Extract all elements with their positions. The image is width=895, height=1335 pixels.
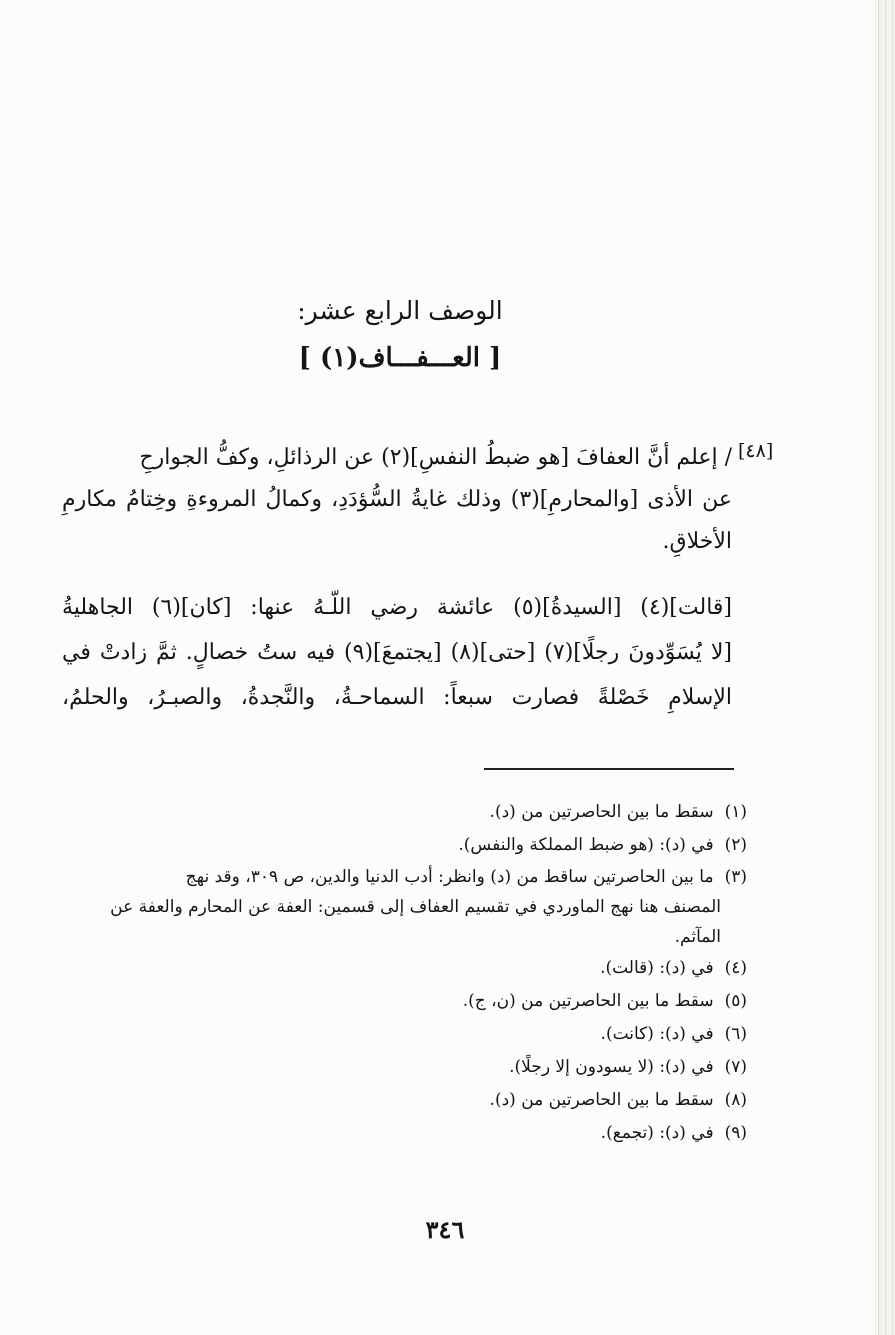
footnote-text: في (د): (تجمع). xyxy=(600,1123,714,1143)
footnote-number: (٢) xyxy=(724,835,747,855)
footnote-text: سقط ما بين الحاصرتين من (ن، ج). xyxy=(462,991,714,1011)
footnote-number: (١) xyxy=(724,802,747,822)
footnote xyxy=(62,1018,747,1051)
footnote-text: في (د): (كانت). xyxy=(600,1024,714,1044)
footnote-number: (٨) xyxy=(724,1090,747,1110)
footnote-number: (٥) xyxy=(724,991,747,1011)
paragraph-2 xyxy=(62,585,732,720)
footnote-text: في (د): (هو ضبط المملكة والنفس). xyxy=(458,835,714,855)
section-marker: [٤٨] xyxy=(738,440,774,462)
paragraph-line: عن الأذى [والمحارمِ](٣) وذلك غايةُ السُّؤدَدِ، وكمالُ المروءةِ وخِتامُ مكارمِ xyxy=(62,487,733,512)
page-edge xyxy=(875,0,895,1335)
footnote-text: ما بين الحاصرتين ساقط من (د) وانظر: أدب الدنيا والدين، ص ٣٠٩، وقد نهج xyxy=(185,867,714,887)
footnote-text: سقط ما بين الحاصرتين من (د). xyxy=(489,802,714,822)
footnote-divider xyxy=(484,768,734,770)
footnote-number: (٩) xyxy=(724,1123,747,1143)
footnote xyxy=(62,985,747,1018)
paragraph-line: [قالت](٤) [السيدةُ](٥) عائشة رضي اللّـهُ عنها: [كان](٦) الجاهليةُ xyxy=(62,595,732,620)
footnotes-list xyxy=(62,796,747,1150)
footnote-text: في (د): (لا يسودون إلا رجلًا). xyxy=(509,1057,714,1077)
paragraph-line: [لا يُسَوِّدونَ رجلًا](٧) [حتى](٨) [يجتمعَ](٩) فيه ستُ خصالٍ. ثمَّ زادتْ في xyxy=(62,640,733,665)
footnote-number: (٤) xyxy=(724,958,747,978)
paragraph-line: الأخلاقِ. xyxy=(662,529,732,554)
section-title: الوصف الرابع عشر: xyxy=(297,296,503,325)
section-subtitle: [ العـــفـــاف(١) ] xyxy=(298,343,502,373)
footnote-text: سقط ما بين الحاصرتين من (د). xyxy=(489,1090,714,1110)
paragraph-1 xyxy=(62,437,732,563)
footnote-number: (٦) xyxy=(724,1024,747,1044)
footnote xyxy=(62,1117,747,1150)
footnote xyxy=(62,829,747,862)
footnote xyxy=(62,952,747,985)
footnote xyxy=(62,796,747,829)
footnote xyxy=(62,1051,747,1084)
footnote-number: (٣) xyxy=(724,867,747,887)
paragraph-line: الإسلامِ خَصْلةً فصارت سبعاً: السماحـةُ، والنَّجدةُ، والصبـرُ، والحلمُ، xyxy=(62,685,732,710)
footnote xyxy=(62,862,747,952)
paragraph-line: / إعلم أنَّ العفافَ [هو ضبطُ النفسِ](٢) عن الرذائلِ، وكفُّ الجوارحِ xyxy=(139,445,732,470)
footnote-continuation: المصنف هنا نهج الماوردي في تقسيم العفاف إلى قسمين: العفة عن المحارم والعفة عن المآثم. xyxy=(110,897,721,947)
footnote-number: (٧) xyxy=(724,1057,747,1077)
footnote xyxy=(62,1084,747,1117)
page-number: ٣٤٦ xyxy=(425,1215,465,1244)
footnote-text: في (د): (قالت). xyxy=(600,958,714,978)
